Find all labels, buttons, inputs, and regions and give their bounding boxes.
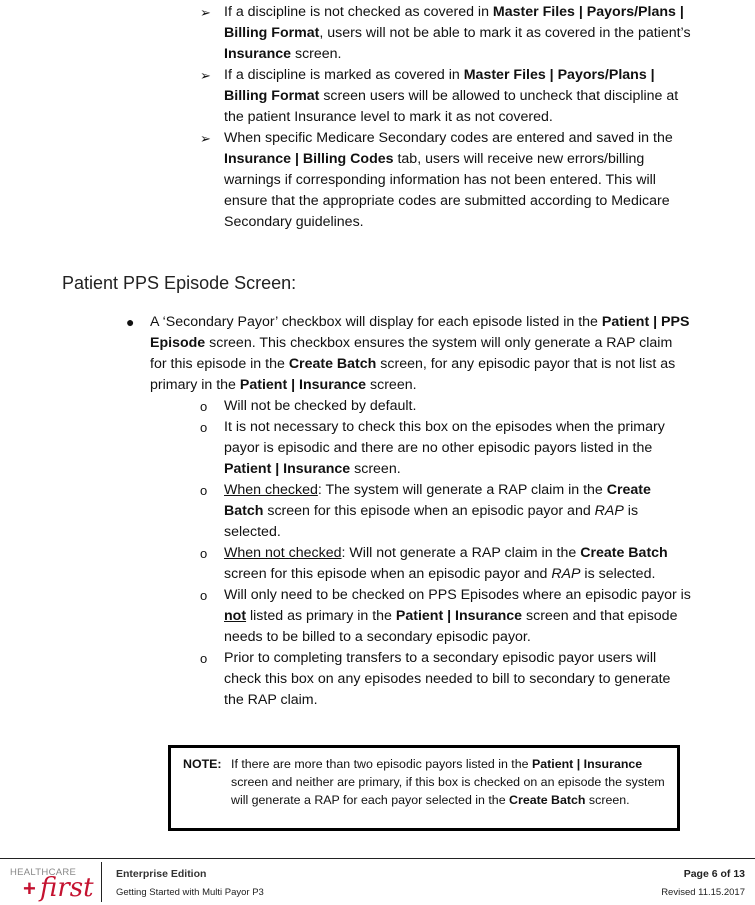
circle-bullet-icon: o [200, 483, 208, 498]
healthcare-first-logo [8, 865, 98, 903]
circle-bullet-icon: o [200, 420, 208, 435]
sub-list-item [126, 585, 692, 648]
logo-top-text: HEALTHCARE [10, 867, 77, 878]
sub-item-text: Will only need to be checked on PPS Episodes where an episodic payor is not listed as primary in the Patient | Insurance screen and that episode needs to be billed to a secondary episodic payor. [224, 587, 691, 645]
sub-item-text: It is not necessary to check this box on the episodes when the primary payor is episodic and there are no other episodic payors listed in the Patient | Insurance screen. [224, 419, 665, 477]
sub-list-item [126, 480, 692, 543]
footer-revised-date: Revised 11.15.2017 [661, 887, 745, 898]
main-bullet-block [126, 312, 692, 711]
arrow-item-text: If a discipline is not checked as covered in Master Files | Payors/Plans | Billing Format, users will not be able to mark it as covered in the patient’s Insurance screen. [224, 4, 691, 62]
section-heading: Patient PPS Episode Screen: [62, 273, 297, 293]
sub-item-text: Will not be checked by default. [224, 398, 417, 414]
sub-list-item [126, 648, 692, 711]
circle-bullet-icon: o [200, 588, 208, 603]
footer-edition: Enterprise Edition [116, 868, 207, 880]
main-bullet-item [126, 312, 692, 396]
logo-plus-icon: + [23, 876, 36, 901]
circle-bullet-icon: o [200, 546, 208, 561]
note-label: NOTE: [183, 757, 222, 771]
footer-rule [0, 858, 755, 859]
footer-page-number: Page 6 of 13 [683, 868, 745, 880]
note-text: If there are more than two episodic payors listed in the Patient | Insurance screen and neither are primary, if this box is checked on an episode the system will generate a RAP for each payor selected in the Create Batch screen. [231, 757, 665, 807]
main-bullet-text: A ‘Secondary Payor’ checkbox will display for each episode listed in the Patient | PPS Episode screen. This checkbox ensures the system will only generate a RAP claim for this episode in the Create Batch screen, for any episodic payor that is not list as primary in the Patient | Insurance screen. [150, 314, 690, 393]
arrow-item-text: When specific Medicare Secondary codes are entered and saved in the Insurance | Billing Codes tab, users will receive new errors/billing warnings if corresponding information has not been entered. This will ensure that the appropriate codes are submitted according to Medicare Secondary guidelines. [224, 130, 673, 230]
sub-list-item [126, 417, 692, 480]
arrow-item-text: If a discipline is marked as covered in Master Files | Payors/Plans | Billing Format screen users will be allowed to uncheck that discipline at the patient Insurance level to mark it as not covered. [224, 67, 679, 125]
logo-wordmark: first [40, 873, 94, 903]
arrow-list-item [200, 65, 700, 128]
arrow-bullet-icon: ➢ [200, 68, 211, 83]
arrow-list [200, 2, 700, 233]
footer-doc-title: Getting Started with Multi Payor P3 [116, 887, 264, 898]
arrow-list-item [200, 2, 700, 65]
note-box [168, 745, 680, 831]
sub-list-item [126, 396, 692, 417]
sub-list-item [126, 543, 692, 585]
circle-bullet-icon: o [200, 651, 208, 666]
footer-divider [101, 862, 102, 902]
arrow-list-item [200, 128, 700, 233]
sub-list [126, 396, 692, 711]
arrow-bullet-icon: ➢ [200, 5, 211, 20]
bullet-dot-icon: ● [126, 314, 135, 330]
sub-item-text: Prior to completing transfers to a secondary episodic payor users will check this box on any episodes needed to bill to secondary to generate the RAP claim. [224, 650, 671, 708]
arrow-bullet-icon: ➢ [200, 131, 211, 146]
sub-item-text: When checked: The system will generate a RAP claim in the Create Batch screen for this episode when an episodic payor and RAP is selected. [224, 482, 651, 540]
sub-item-text: When not checked: Will not generate a RAP claim in the Create Batch screen for this episode when an episodic payor and RAP is selected. [224, 545, 668, 582]
circle-bullet-icon: o [200, 399, 208, 414]
